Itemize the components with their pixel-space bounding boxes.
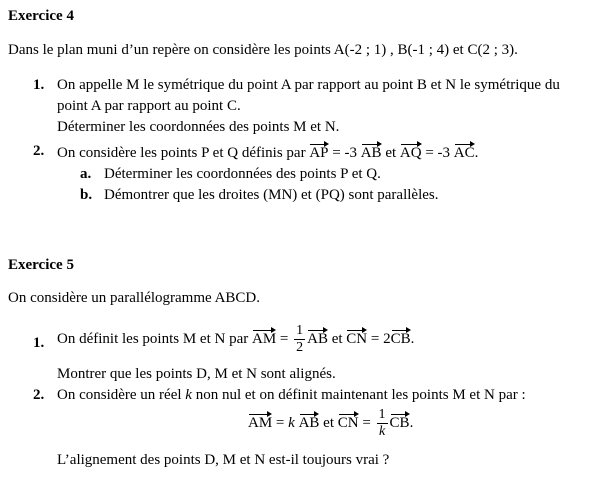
fraction-one-over-k [377, 408, 388, 439]
exercise-5-title: Exercice 5 [8, 257, 74, 273]
ex5-q2-k2: k [288, 414, 295, 431]
ex5-q2-last: L’alignement des points D, M et N est-il toujours vrai ? [57, 452, 390, 468]
ex5-q1-eq: = [276, 330, 293, 347]
vector-cn: CN [346, 330, 368, 347]
vector-cb: CB [389, 414, 410, 431]
ex4-q2-end: . [474, 145, 479, 161]
ex4-q2-number: 2. [33, 143, 45, 159]
ex5-q2-et: et [319, 414, 338, 431]
ex5-q2-eq: = [272, 414, 289, 431]
ex5-q2-k: k [185, 387, 192, 403]
fraction-one-half [294, 324, 305, 355]
vector-ab: AB [307, 330, 328, 347]
ex4-q1-line2: point A par rapport au point C. [57, 98, 241, 114]
ex4-q2-line [57, 143, 478, 162]
vector-aq: AQ [399, 145, 422, 161]
vector-ac: AC [453, 145, 475, 161]
ex4-qa-label: a. [80, 166, 92, 182]
ex5-q1-eq2: = 2 [367, 330, 391, 347]
ex5-q1-line2: Montrer que les points D, M et N sont alignés. [57, 366, 336, 382]
ex5-q1-text: On définit les points M et N par [57, 330, 249, 347]
fraction-numerator: 1 [378, 407, 386, 422]
ex4-q1-line1: On appelle M le symétrique du point A par rapport au point B et N le symétrique du [57, 77, 560, 93]
ex5-q2-end: . [409, 414, 414, 431]
ex5-q2-line1 [57, 387, 526, 404]
ex4-q1-line3: Déterminer les coordonnées des points M et N. [57, 119, 340, 135]
fraction-numerator: 1 [296, 323, 304, 338]
ex5-q1-line [57, 324, 414, 355]
ex5-q2-eq2: = [358, 414, 375, 431]
ex4-qb-text: Démontrer que les droites (MN) et (PQ) sont parallèles. [104, 187, 439, 203]
ex4-q2-eq2: = -3 [421, 145, 454, 161]
ex5-q1-et: et [327, 330, 347, 347]
ex4-qa-text: Déterminer les coordonnées des points P et Q. [104, 166, 381, 182]
ex5-q1-number: 1. [33, 335, 45, 351]
vector-ab: AB [298, 414, 320, 431]
exercise-5-intro: On considère un parallélogramme ABCD. [8, 290, 261, 306]
ex5-q2-formula [248, 408, 413, 439]
ex4-q2-eq1: = -3 [328, 145, 361, 161]
vector-ab: AB [360, 145, 382, 161]
exercise-4-title: Exercice 4 [8, 8, 74, 24]
ex4-qb-label: b. [80, 187, 93, 203]
fraction-denominator: 2 [296, 340, 304, 355]
vector-am: AM [248, 414, 273, 431]
ex4-q1-number: 1. [33, 77, 45, 93]
vector-cb: CB [390, 330, 411, 347]
ex5-q2-text1: On considère un réel [57, 387, 186, 403]
exercise-4-intro: Dans le plan muni d’un repère on considère les points A(-2 ; 1) , B(-1 ; 4) et C(2 ; 3). [8, 42, 518, 58]
ex5-q2-text2: non nul et on définit maintenant les points M et N par : [191, 387, 526, 403]
ex4-q2-et: et [381, 145, 400, 161]
vector-ap: AP [309, 145, 329, 161]
ex5-q1-end: . [410, 330, 415, 347]
vector-am: AM [251, 330, 277, 347]
ex4-q2-text: On considère les points P et Q définis par [57, 145, 306, 161]
ex5-q2-number: 2. [33, 387, 45, 403]
fraction-denominator: k [378, 424, 386, 439]
vector-cn: CN [337, 414, 359, 431]
